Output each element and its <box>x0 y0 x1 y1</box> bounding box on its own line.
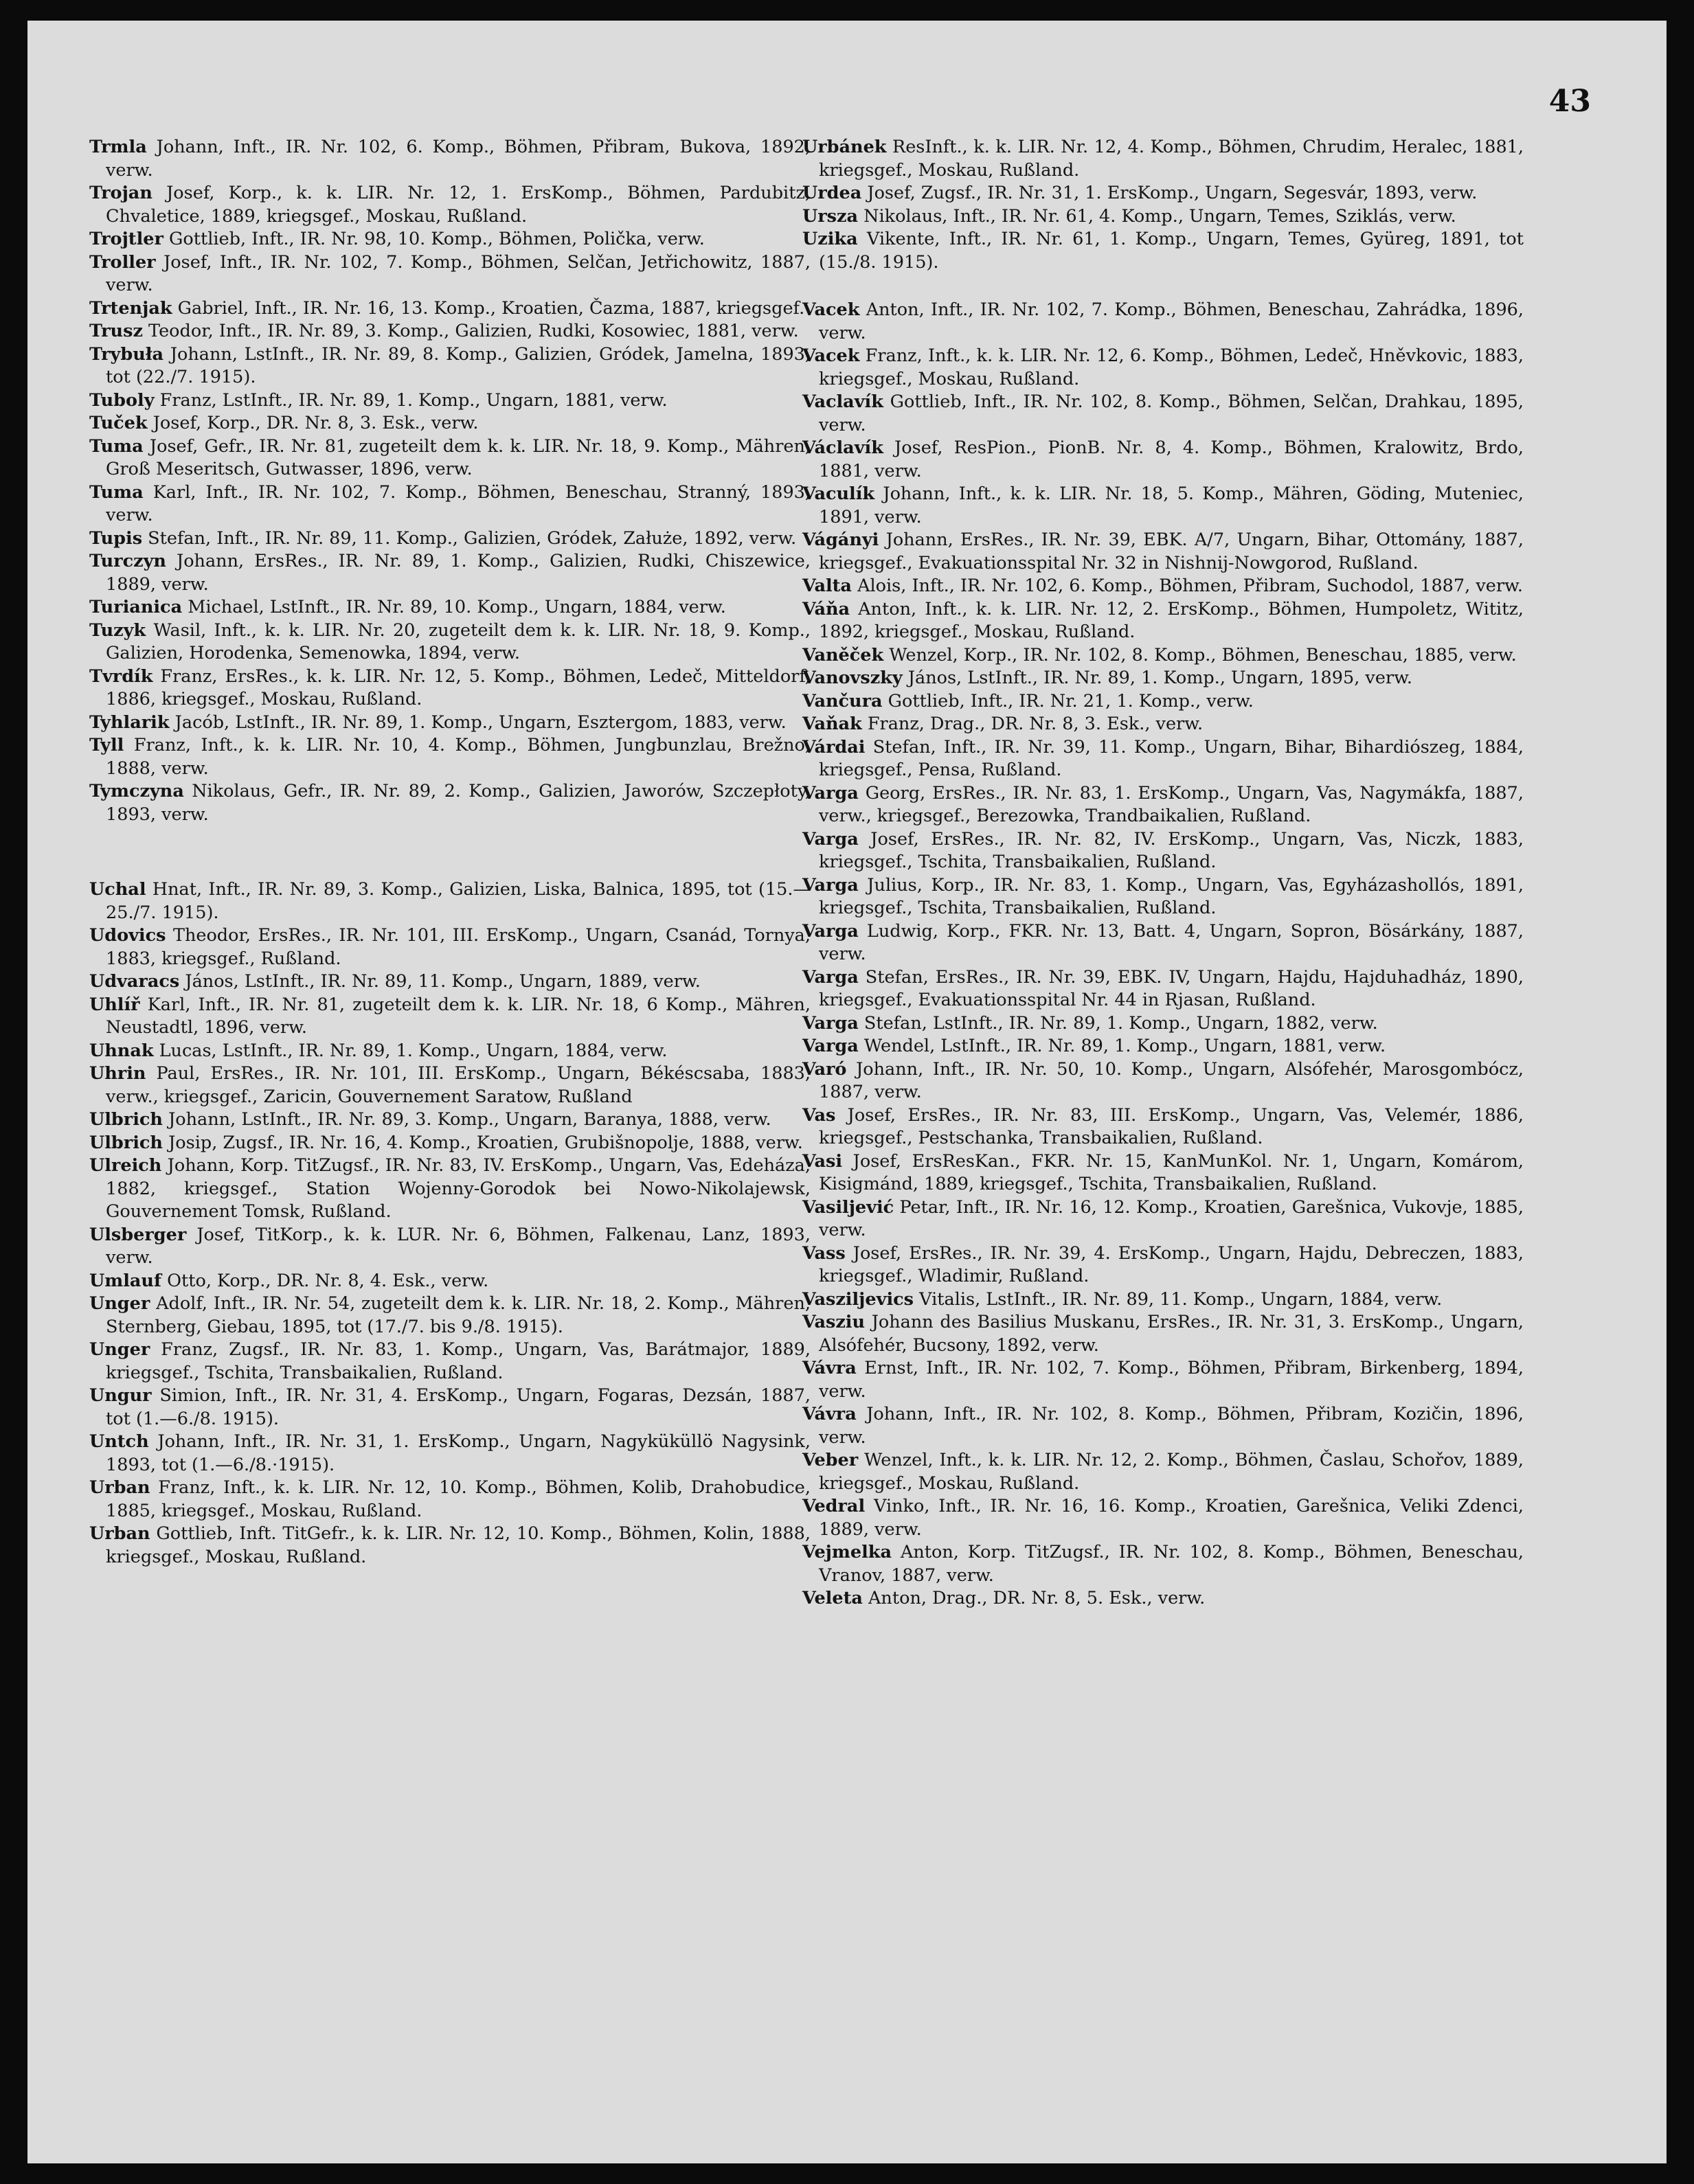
entry-details: Karl, Inft., IR. Nr. 81, zugeteilt dem k. k. LIR. Nr. 18, 6 Komp., Mähren, Neustadtl, 1896, verw. <box>106 994 811 1038</box>
register-entry <box>89 527 811 551</box>
register-entry <box>802 1035 1524 1058</box>
register-entry <box>89 550 811 596</box>
entry-details: Anton, Korp. TitZugsf., IR. Nr. 102, 8. Komp., Böhmen, Beneschau, Vranov, 1887, verw. <box>819 1542 1524 1586</box>
register-entry <box>802 1150 1524 1196</box>
entry-surname: Tymczyna <box>89 781 184 801</box>
entry-surname: Varga <box>802 966 859 988</box>
entry-surname: Vasi <box>802 1150 843 1172</box>
entry-surname: Ungur <box>89 1385 152 1406</box>
entry-details: Johann, ErsRes., IR. Nr. 39, EBK. A/7, Ungarn, Bihar, Ottomány, 1887, kriegsgef., Evakuationsspital Nr. 32 in Nishnij-Nowgorod, Rußland. <box>819 530 1524 573</box>
entry-details: Johann, Inft., k. k. LIR. Nr. 18, 5. Komp., Mähren, Göding, Muteniec, 1891, verw. <box>819 484 1524 527</box>
entry-details: Otto, Korp., DR. Nr. 8, 4. Esk., verw. <box>167 1270 489 1291</box>
entry-details: Petar, Inft., IR. Nr. 16, 12. Komp., Kroatien, Garešnica, Vukovje, 1885, verw. <box>819 1196 1524 1240</box>
register-entry <box>89 619 811 666</box>
register-entry <box>802 1541 1524 1587</box>
left-column <box>89 136 811 1569</box>
register-entry <box>802 529 1524 575</box>
entry-surname: Vejmelka <box>802 1542 892 1562</box>
entry-surname: Uchal <box>89 879 146 900</box>
section-gap <box>89 826 811 878</box>
entry-details: Vinko, Inft., IR. Nr. 16, 16. Komp., Kroatien, Garešnica, Veliki Zdenci, 1889, verw. <box>819 1496 1524 1540</box>
entry-surname: Tuma <box>89 435 144 457</box>
entry-surname: Ursza <box>802 205 859 227</box>
register-entry <box>802 299 1524 345</box>
entry-details: Josef, Korp., DR. Nr. 8, 3. Esk., verw. <box>153 413 479 433</box>
entry-details: Johann, Inft., IR. Nr. 50, 10. Komp., Ungarn, Alsófehér, Marosgombócz, 1887, verw. <box>819 1058 1524 1102</box>
register-entry <box>802 205 1524 229</box>
entry-details: Johann des Basilius Muskanu, ErsRes., IR. Nr. 31, 3. ErsKomp., Ungarn, Alsófehér, Bucsony, 1892, verw. <box>819 1312 1524 1356</box>
entry-details: Simion, Inft., IR. Nr. 31, 4. ErsKomp., Ungarn, Fogaras, Dezsán, 1887, tot (1.—6./8. 1915). <box>106 1385 811 1429</box>
entry-details: Franz, ErsRes., k. k. LIR. Nr. 12, 5. Komp., Böhmen, Ledeč, Mitteldorf, 1886, kriegsgef., Moskau, Rußland. <box>106 666 811 709</box>
register-entry <box>89 1385 811 1431</box>
entry-surname: Vasziljevics <box>802 1288 914 1310</box>
entry-details: Josef, Korp., k. k. LIR. Nr. 12, 1. ErsKomp., Böhmen, Pardubitz, Chvaletice, 1889, kriegsgef., Moskau, Rußland. <box>106 183 811 227</box>
entry-details: Ernst, Inft., IR. Nr. 102, 7. Komp., Böhmen, Přibram, Birkenberg, 1894, verw. <box>819 1358 1524 1402</box>
register-entry <box>89 734 811 780</box>
entry-surname: Vass <box>802 1242 846 1264</box>
entry-surname: Vasziu <box>802 1312 866 1332</box>
register-entry <box>802 736 1524 782</box>
entry-surname: Ulbrich <box>89 1109 163 1130</box>
register-entry <box>802 828 1524 874</box>
entry-details: Josef, ResPion., PionB. Nr. 8, 4. Komp., Böhmen, Kralowitz, Brdo, 1881, verw. <box>819 437 1524 481</box>
entry-surname: Vedral <box>802 1496 866 1516</box>
entry-details: ResInft., k. k. LIR. Nr. 12, 4. Komp., Böhmen, Chrudim, Heralec, 1881, kriegsgef., Moskau, Rußland. <box>819 137 1524 181</box>
entry-surname: Uhlíř <box>89 994 140 1015</box>
entry-details: Gottlieb, Inft., IR. Nr. 102, 8. Komp., Böhmen, Selčan, Drahkau, 1895, verw. <box>819 391 1524 435</box>
register-entry <box>802 690 1524 714</box>
entry-details: Anton, Inft., k. k. LIR. Nr. 12, 2. ErsKomp., Böhmen, Humpoletz, Wititz, 1892, kriegsgef., Moskau, Rußland. <box>819 598 1524 642</box>
entry-surname: Udovics <box>89 925 166 946</box>
register-entry <box>89 712 811 735</box>
entry-surname: Ulsberger <box>89 1224 187 1245</box>
entry-details: Alois, Inft., IR. Nr. 102, 6. Komp., Böhmen, Přibram, Suchodol, 1887, verw. <box>857 576 1523 596</box>
entry-surname: Vančura <box>802 690 883 712</box>
entry-details: Vitalis, LstInft., IR. Nr. 89, 11. Komp., Ungarn, 1884, verw. <box>919 1288 1443 1310</box>
register-entry <box>802 1242 1524 1288</box>
register-entry <box>802 782 1524 828</box>
entry-details: Josef, ErsRes., IR. Nr. 83, III. ErsKomp., Ungarn, Vas, Velemér, 1886, kriegsgef., Pestschanka, Transbaikalien, Rußland. <box>819 1104 1524 1148</box>
register-entry <box>802 437 1524 483</box>
entry-details: Nikolaus, Gefr., IR. Nr. 89, 2. Komp., Galizien, Jaworów, Szczepłoty, 1893, verw. <box>106 781 811 825</box>
entry-details: Anton, Inft., IR. Nr. 102, 7. Komp., Böhmen, Beneschau, Zahrádka, 1896, verw. <box>819 299 1524 343</box>
entry-details: János, LstInft., IR. Nr. 89, 1. Komp., Ungarn, 1895, verw. <box>907 668 1413 688</box>
register-entry <box>89 1062 811 1108</box>
entry-surname: Varga <box>802 920 859 942</box>
entry-surname: Vágányi <box>802 530 879 550</box>
entry-details: Franz, Inft., k. k. LIR. Nr. 10, 4. Komp., Böhmen, Jungbunzlau, Brežno, 1888, verw. <box>106 735 811 779</box>
register-entry <box>89 1040 811 1063</box>
entry-details: Gabriel, Inft., IR. Nr. 16, 13. Komp., Kroatien, Čazma, 1887, kriegsgef. <box>177 297 805 319</box>
entry-details: Johann, Inft., IR. Nr. 102, 8. Komp., Böhmen, Přibram, Kozičin, 1896, verw. <box>819 1404 1524 1448</box>
register-entry <box>89 596 811 619</box>
entry-details: Johann, Inft., IR. Nr. 102, 6. Komp., Böhmen, Přibram, Bukova, 1892, verw. <box>106 137 811 181</box>
entry-surname: Uzika <box>802 229 858 249</box>
register-entry <box>802 391 1524 437</box>
register-entry <box>802 182 1524 205</box>
entry-surname: Vaňak <box>802 714 862 734</box>
entry-details: Josip, Zugsf., IR. Nr. 16, 4. Komp., Kroatien, Grubišnopolje, 1888, verw. <box>168 1132 803 1153</box>
register-entry <box>802 1311 1524 1357</box>
register-entry <box>802 483 1524 529</box>
entry-surname: Tuboly <box>89 389 155 411</box>
entry-details: Johann, ErsRes., IR. Nr. 89, 1. Komp., Galizien, Rudki, Chiszewice, 1889, verw. <box>106 551 811 595</box>
entry-surname: Udvaracs <box>89 971 180 992</box>
entry-surname: Trojan <box>89 183 153 203</box>
entry-surname: Vaculík <box>802 484 875 504</box>
register-entry <box>89 320 811 343</box>
entry-details: Franz, Inft., k. k. LIR. Nr. 12, 10. Komp., Böhmen, Kolib, Drahobudice, 1885, kriegsgef., Moskau, Rußland. <box>106 1477 811 1521</box>
entry-details: Lucas, LstInft., IR. Nr. 89, 1. Komp., Ungarn, 1884, verw. <box>159 1040 668 1061</box>
entry-surname: Varga <box>802 828 859 850</box>
entry-surname: Tvrdík <box>89 666 153 687</box>
entry-surname: Vaněček <box>802 644 884 666</box>
entry-surname: Vanovszky <box>802 668 903 688</box>
register-entry <box>802 1587 1524 1611</box>
register-entry <box>89 924 811 970</box>
page-number: 43 <box>1548 84 1591 119</box>
entry-details: Franz, Inft., k. k. LIR. Nr. 12, 6. Komp., Böhmen, Ledeč, Hněvkovic, 1883, kriegsgef., Moskau, Rußland. <box>819 345 1524 389</box>
entry-details: Johann, LstInft., IR. Nr. 89, 3. Komp., Ungarn, Baranya, 1888, verw. <box>168 1109 771 1130</box>
entry-details: Franz, LstInft., IR. Nr. 89, 1. Komp., Ungarn, 1881, verw. <box>159 389 668 411</box>
entry-surname: Varga <box>802 1036 859 1056</box>
register-entry <box>802 1104 1524 1150</box>
entry-surname: Vasiljević <box>802 1196 894 1218</box>
register-entry <box>89 1132 811 1155</box>
register-entry <box>802 920 1524 966</box>
entry-details: Karl, Inft., IR. Nr. 102, 7. Komp., Böhmen, Beneschau, Stranný, 1893, verw. <box>106 481 811 525</box>
register-entry <box>89 1431 811 1477</box>
register-entry <box>802 1058 1524 1104</box>
entry-surname: Urban <box>89 1477 150 1498</box>
entry-details: Johann, Inft., IR. Nr. 31, 1. ErsKomp., Ungarn, Nagyküküllö Nagysink, 1893, tot (1.—6./8.·1915). <box>106 1431 811 1475</box>
entry-details: Theodor, ErsRes., IR. Nr. 101, III. ErsKomp., Ungarn, Csanád, Tornya, 1883, kriegsgef., Rußland. <box>106 925 811 969</box>
register-entry <box>802 1403 1524 1449</box>
entry-surname: Uhrin <box>89 1063 146 1084</box>
entry-surname: Várdai <box>802 736 866 758</box>
entry-details: Josef, Gefr., IR. Nr. 81, zugeteilt dem k. k. LIR. Nr. 18, 9. Komp., Mähren, Groß Meseritsch, Gutwasser, 1896, verw. <box>106 435 811 479</box>
register-entry <box>802 228 1524 274</box>
entry-surname: Tuzyk <box>89 619 146 641</box>
entry-details: Wenzel, Inft., k. k. LIR. Nr. 12, 2. Komp., Böhmen, Časlau, Schořov, 1889, kriegsgef., Moskau, Rußland. <box>819 1450 1524 1494</box>
entry-surname: Urbánek <box>802 137 887 157</box>
entry-surname: Varga <box>802 874 859 896</box>
entry-surname: Troller <box>89 251 156 273</box>
register-entry <box>89 412 811 435</box>
entry-surname: Trtenjak <box>89 297 172 319</box>
register-entry <box>802 1196 1524 1242</box>
register-entry <box>89 1154 811 1224</box>
register-entry <box>89 1224 811 1270</box>
register-entry <box>802 874 1524 920</box>
register-entry <box>802 1012 1524 1036</box>
entry-details: Josef, TitKorp., k. k. LUR. Nr. 6, Böhmen, Falkenau, Lanz, 1893, verw. <box>106 1224 811 1268</box>
entry-details: Wasil, Inft., k. k. LIR. Nr. 20, zugeteilt dem k. k. LIR. Nr. 18, 9. Komp., Galizien, Horodenka, Semenowka, 1894, verw. <box>106 619 811 663</box>
entry-surname: Vávra <box>802 1358 857 1378</box>
entry-details: Jacób, LstInft., IR. Nr. 89, 1. Komp., Ungarn, Esztergom, 1883, verw. <box>174 712 787 733</box>
entry-details: Michael, LstInft., IR. Nr. 89, 10. Komp., Ungarn, 1884, verw. <box>188 597 726 617</box>
entry-surname: Ulreich <box>89 1155 162 1176</box>
entry-surname: Valta <box>802 576 852 596</box>
entry-surname: Veber <box>802 1450 859 1470</box>
register-entry <box>802 1495 1524 1541</box>
entry-details: Josef, ErsResKan., FKR. Nr. 15, KanMunKol. Nr. 1, Ungarn, Komárom, Kisigmánd, 1889, kriegsgef., Tschita, Transbaikalien, Rußland. <box>819 1150 1524 1194</box>
document-page <box>27 21 1667 2163</box>
register-entry <box>89 228 811 251</box>
entry-details: Ludwig, Korp., FKR. Nr. 13, Batt. 4, Ungarn, Sopron, Bösárkány, 1887, verw. <box>819 920 1524 964</box>
entry-surname: Untch <box>89 1431 149 1452</box>
register-entry <box>802 575 1524 598</box>
entry-surname: Varga <box>802 782 859 804</box>
entry-details: Stefan, ErsRes., IR. Nr. 39, EBK. IV, Ungarn, Hajdu, Hajduhadház, 1890, kriegsgef., Evakuationsspital Nr. 44 in Rjasan, Rußland. <box>819 966 1524 1010</box>
entry-surname: Veleta <box>802 1588 863 1608</box>
register-entry <box>89 666 811 712</box>
entry-surname: Trusz <box>89 321 143 341</box>
entry-surname: Tuček <box>89 413 148 433</box>
register-entry <box>802 1449 1524 1495</box>
entry-surname: Turianica <box>89 597 183 617</box>
entry-details: Franz, Zugsf., IR. Nr. 83, 1. Komp., Ungarn, Vas, Barátmajor, 1889, kriegsgef., Tschita, Transbaikalien, Rußland. <box>106 1339 811 1383</box>
entry-details: Gottlieb, Inft. TitGefr., k. k. LIR. Nr. 12, 10. Komp., Böhmen, Kolin, 1888, kriegsgef., Moskau, Rußland. <box>106 1523 811 1567</box>
entry-details: Nikolaus, Inft., IR. Nr. 61, 4. Komp., Ungarn, Temes, Sziklás, verw. <box>863 205 1456 227</box>
register-entry <box>89 1523 811 1569</box>
entry-details: Adolf, Inft., IR. Nr. 54, zugeteilt dem k. k. LIR. Nr. 18, 2. Komp., Mähren, Sternberg, Giebau, 1895, tot (17./7. bis 9./8. 1915). <box>106 1293 811 1337</box>
entry-surname: Vaclavík <box>802 391 883 412</box>
entry-details: Franz, Drag., DR. Nr. 8, 3. Esk., verw. <box>867 714 1204 734</box>
entry-details: Stefan, Inft., IR. Nr. 39, 11. Komp., Ungarn, Bihar, Bihardiószeg, 1884, kriegsgef., Pensa, Rußland. <box>819 736 1524 780</box>
register-entry <box>89 780 811 826</box>
register-entry <box>802 966 1524 1012</box>
register-entry <box>89 343 811 389</box>
register-entry <box>89 136 811 182</box>
register-entry <box>802 667 1524 690</box>
entry-details: Vikente, Inft., IR. Nr. 61, 1. Komp., Ungarn, Temes, Gyüreg, 1891, tot (15./8. 1915). <box>819 229 1524 273</box>
section-gap <box>802 274 1524 299</box>
entry-surname: Tuma <box>89 481 144 503</box>
register-entry <box>89 1339 811 1385</box>
entry-details: Stefan, LstInft., IR. Nr. 89, 1. Komp., Ungarn, 1882, verw. <box>863 1012 1378 1034</box>
register-entry <box>802 598 1524 644</box>
entry-details: Johann, Korp. TitZugsf., IR. Nr. 83, IV. ErsKomp., Ungarn, Vas, Edeháza, 1882, kriegsgef., Station Wojenny-Gorodok bei Nowo-Nikolajewsk, Gouvernement Tomsk, Rußland. <box>106 1155 811 1222</box>
entry-details: Julius, Korp., IR. Nr. 83, 1. Komp., Ungarn, Vas, Egyházashollós, 1891, kriegsgef., Tschita, Transbaikalien, Rußland. <box>819 874 1524 918</box>
entry-surname: Urban <box>89 1523 150 1544</box>
register-entry <box>89 182 811 228</box>
entry-details: Gottlieb, Inft., IR. Nr. 98, 10. Komp., Böhmen, Polička, verw. <box>169 229 705 249</box>
entry-surname: Vacek <box>802 345 860 366</box>
register-entry <box>802 345 1524 391</box>
entry-details: János, LstInft., IR. Nr. 89, 11. Komp., Ungarn, 1889, verw. <box>185 971 701 992</box>
entry-surname: Vas <box>802 1104 836 1126</box>
entry-surname: Umlauf <box>89 1270 161 1291</box>
register-entry <box>89 1270 811 1293</box>
register-entry <box>89 251 811 297</box>
entry-surname: Ulbrich <box>89 1132 163 1153</box>
entry-surname: Trybuła <box>89 343 164 365</box>
entry-details: Josef, Inft., IR. Nr. 102, 7. Komp., Böhmen, Selčan, Jetřichowitz, 1887, verw. <box>106 251 811 295</box>
entry-details: Josef, ErsRes., IR. Nr. 39, 4. ErsKomp., Ungarn, Hajdu, Debreczen, 1883, kriegsgef., Wladimir, Rußland. <box>819 1242 1524 1286</box>
entry-details: Johann, LstInft., IR. Nr. 89, 8. Komp., Galizien, Gródek, Jamelna, 1893, tot (22./7. 1915). <box>106 343 811 387</box>
entry-surname: Tyll <box>89 735 124 755</box>
entry-surname: Unger <box>89 1339 150 1360</box>
entry-surname: Tyhlarik <box>89 712 170 733</box>
register-entry <box>802 1357 1524 1403</box>
register-entry <box>802 1288 1524 1312</box>
entry-details: Wendel, LstInft., IR. Nr. 89, 1. Komp., Ungarn, 1881, verw. <box>863 1036 1386 1056</box>
entry-details: Josef, ErsRes., IR. Nr. 82, IV. ErsKomp., Ungarn, Vas, Niczk, 1883, kriegsgef., Tschita, Transbaikalien, Rußland. <box>819 828 1524 872</box>
entry-surname: Váňa <box>802 598 850 619</box>
entry-surname: Václavík <box>802 437 883 458</box>
register-entry <box>89 1108 811 1132</box>
entry-details: Anton, Drag., DR. Nr. 8, 5. Esk., verw. <box>868 1588 1206 1608</box>
register-entry <box>89 481 811 527</box>
register-entry <box>89 389 811 413</box>
entry-details: Hnat, Inft., IR. Nr. 89, 3. Komp., Galizien, Liska, Balnica, 1895, tot (15.—25./7. 1915). <box>106 879 811 923</box>
register-entry <box>802 644 1524 668</box>
register-entry <box>89 435 811 481</box>
register-entry <box>802 136 1524 182</box>
entry-surname: Unger <box>89 1293 150 1314</box>
register-entry <box>802 713 1524 736</box>
entry-surname: Uhnak <box>89 1040 154 1061</box>
register-entry <box>89 994 811 1040</box>
entry-details: Teodor, Inft., IR. Nr. 89, 3. Komp., Galizien, Rudki, Kosowiec, 1881, verw. <box>148 321 799 341</box>
entry-surname: Vacek <box>802 299 860 320</box>
entry-details: Gottlieb, Inft., IR. Nr. 21, 1. Komp., verw. <box>888 690 1254 712</box>
entry-surname: Turczyn <box>89 551 166 571</box>
register-entry <box>89 970 811 994</box>
entry-surname: Trmla <box>89 137 147 157</box>
entry-details: Stefan, Inft., IR. Nr. 89, 11. Komp., Galizien, Gródek, Załuże, 1892, verw. <box>148 527 797 549</box>
entry-surname: Tupis <box>89 527 143 549</box>
entry-details: Wenzel, Korp., IR. Nr. 102, 8. Komp., Böhmen, Beneschau, 1885, verw. <box>889 644 1517 666</box>
right-column <box>802 136 1524 1611</box>
entry-details: Paul, ErsRes., IR. Nr. 101, III. ErsKomp., Ungarn, Békéscsaba, 1883, verw., kriegsgef., Zaricin, Gouvernement Saratow, Rußland <box>106 1063 811 1107</box>
entry-surname: Varó <box>802 1058 847 1080</box>
register-entry <box>89 1477 811 1523</box>
entry-surname: Trojtler <box>89 229 163 249</box>
entry-details: Georg, ErsRes., IR. Nr. 83, 1. ErsKomp., Ungarn, Vas, Nagymákfa, 1887, verw., kriegsgef., Berezowka, Trandbaikalien, Rußland. <box>819 782 1524 826</box>
register-entry <box>89 1293 811 1339</box>
register-entry <box>89 878 811 924</box>
entry-surname: Varga <box>802 1012 859 1034</box>
entry-details: Josef, Zugsf., IR. Nr. 31, 1. ErsKomp., Ungarn, Segesvár, 1893, verw. <box>867 183 1478 203</box>
register-entry <box>89 297 811 321</box>
entry-surname: Vávra <box>802 1404 857 1424</box>
entry-surname: Urdea <box>802 183 862 203</box>
